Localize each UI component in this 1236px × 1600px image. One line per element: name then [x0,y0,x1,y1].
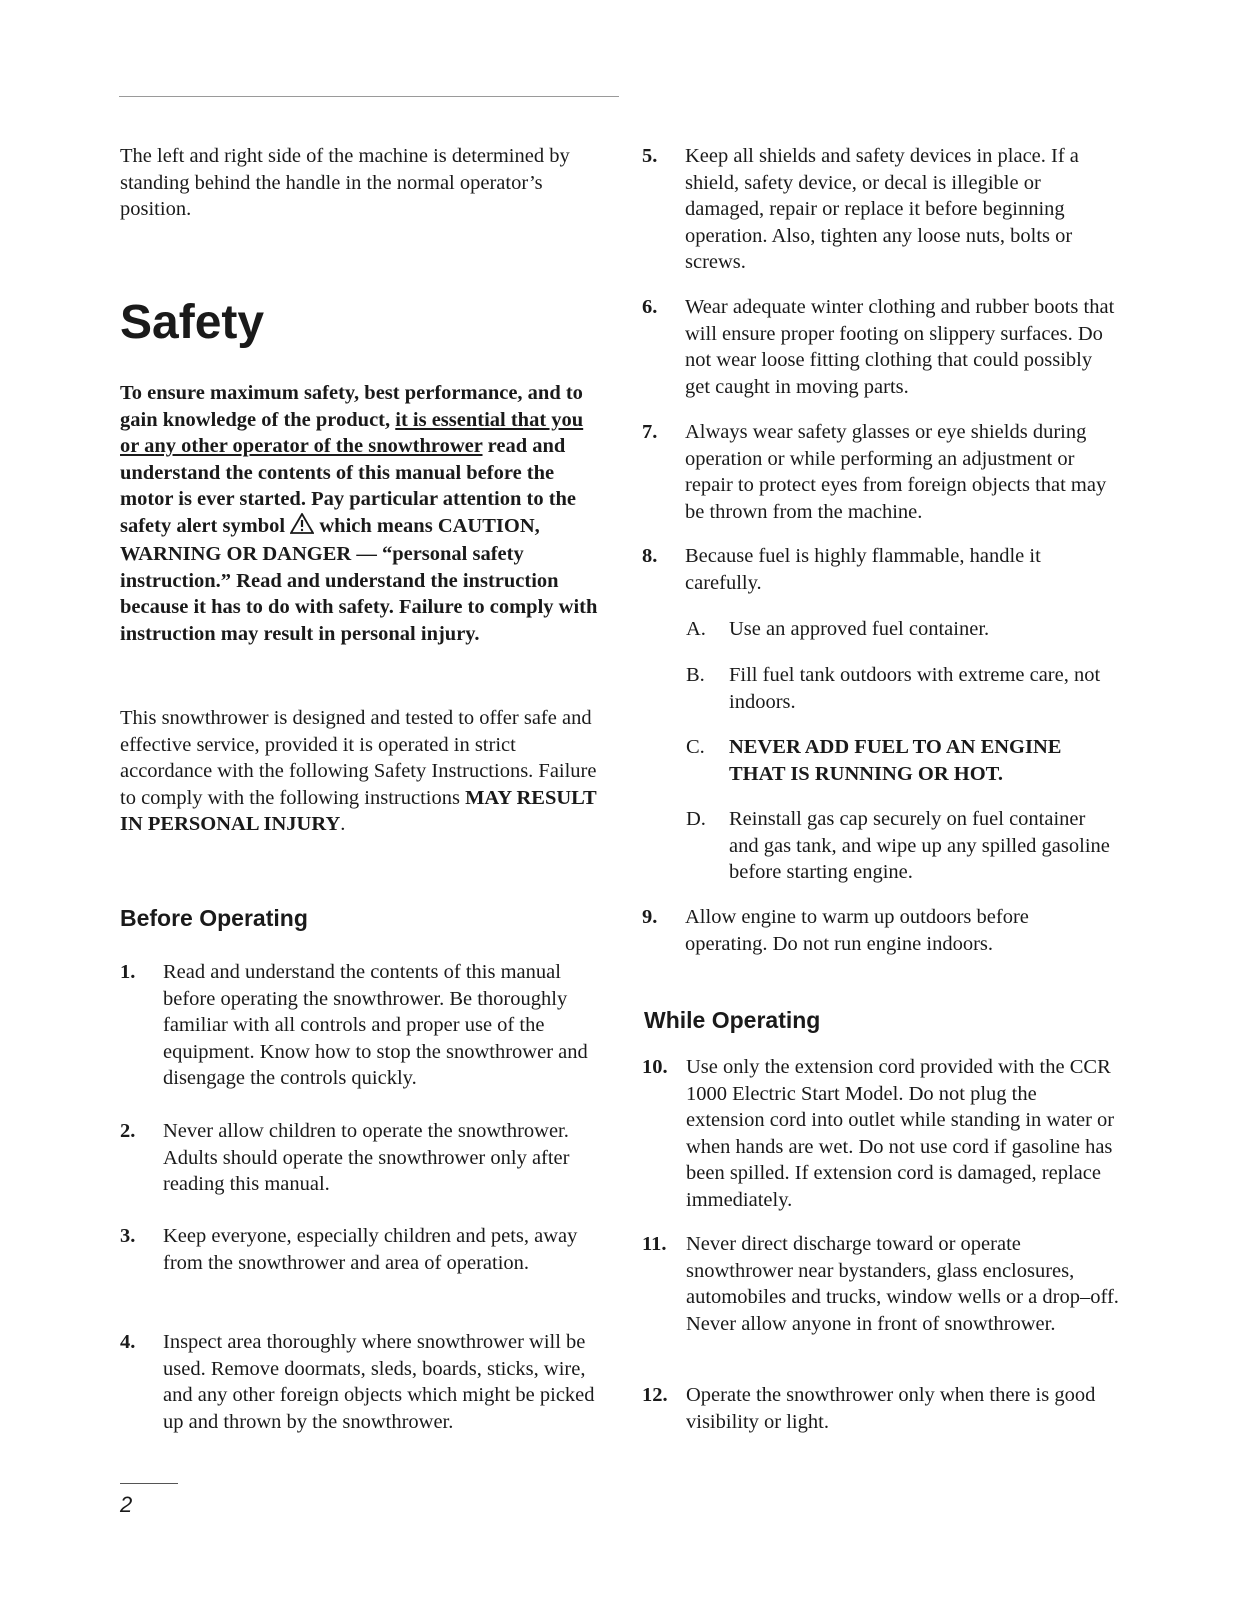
list-text: Never direct discharge toward or operate snowthrower near bystanders, glass enclosures, automobiles and trucks, window wells or a drop–off. Never allow anyone in front of snowthrower. [686,1233,1119,1335]
list-item [642,143,1120,276]
list-item [642,294,1120,400]
list-number: 6. [642,296,658,318]
fuel-subitem [686,662,1120,715]
list-item [642,904,1120,957]
subitem-letter: C. [686,736,705,758]
list-item [642,1054,1120,1213]
intro-underlined: it is essential that you or any other operator of the snowthrower [120,408,584,457]
fuel-subitem [686,734,1120,787]
list-number: 5. [642,145,658,167]
subitem-letter: B. [686,664,705,686]
list-text: Use only the extension cord provided with the CCR 1000 Electric Start Model. Do not plug the extension cord into outlet while standing in water or when hands are wet. Do not use cord if gasoline has been spilled. If extension cord is damaged, replace immediately. [686,1056,1115,1211]
safety-statement-text: This snowthrower is designed and tested to offer safe and effective service, provided it is operated in strict accordance with the following Safety Instructions. Failure to comply with the following instructions [120,707,597,809]
list-number: 10. [642,1056,668,1078]
list-text: Because fuel is highly flammable, handle it carefully. [685,545,1041,594]
intro-part2: read and understand the contents of this manual before the motor is ever started. Pay particular attention to the safety alert symbol [120,435,577,537]
list-number: 12. [642,1384,668,1406]
list-item [642,543,1120,596]
list-number: 1. [120,961,136,983]
list-text: Wear adequate winter clothing and rubber boots that will ensure proper footing on slippery surfaces. Do not wear loose fitting clothing that could possibly get caught in moving parts. [685,296,1115,398]
subitem-text: Fill fuel tank outdoors with extreme care, not indoors. [729,664,1101,713]
list-text: Always wear safety glasses or eye shields during operation or while performing an adjustment or repair to protect eyes from foreign objects that may be thrown from the machine. [685,421,1107,523]
list-item [120,959,600,1092]
list-item [120,1118,600,1198]
safety-intro-bold [120,380,600,647]
list-text: Inspect area thoroughly where snowthrower will be used. Remove doormats, sleds, boards, sticks, wire, and any other foreign objects which might be picked up and thrown by the snowthrower. [163,1331,595,1433]
list-item [642,1382,1120,1435]
subitem-text: Use an approved fuel container. [729,618,990,640]
list-number: 9. [642,906,658,928]
subitem-text: Reinstall gas cap securely on fuel container and gas tank, and wipe up any spilled gasoline before starting engine. [729,808,1110,883]
list-item [642,1231,1120,1337]
safety-alert-icon [290,513,314,542]
page-number: 2 [120,1492,133,1517]
footer-rule [120,1483,178,1484]
list-text: Keep all shields and safety devices in place. If a shield, safety device, or decal is illegible or damaged, repair or replace it before beginning operation. Also, tighten any loose nuts, bolts or screws. [685,145,1079,273]
list-text: Read and understand the contents of this manual before operating the snowthrower. Be thoroughly familiar with all controls and proper use of the equipment. Know how to stop the snowthrower and disengage the controls quickly. [163,961,588,1089]
subitem-text: NEVER ADD FUEL TO AN ENGINE THAT IS RUNNING OR HOT. [729,736,1062,785]
list-number: 11. [642,1233,667,1255]
list-text: Operate the snowthrower only when there is good visibility or light. [686,1384,1096,1433]
list-text: Keep everyone, especially children and pets, away from the snowthrower and area of operation. [163,1225,578,1274]
list-item [120,1223,600,1276]
list-number: 3. [120,1225,136,1247]
intro-part3: which means CAUTION, WARNING OR DANGER — “personal safety instruction.” Read and understand the instruction because it has to do with safety. Failure to comply with instruction may result in personal injury. [120,514,598,645]
list-number: 2. [120,1120,136,1142]
list-item [120,1329,600,1435]
safety-statement-end: . [340,813,346,835]
list-number: 7. [642,421,658,443]
safety-statement [120,705,600,838]
fuel-subitem [686,616,1120,643]
subitem-letter: A. [686,618,706,640]
safety-statement-bold: MAY RESULT IN PERSONAL INJURY [120,786,597,835]
intro-part1: To ensure maximum safety, best performance, and to gain knowledge of the product, [120,382,583,431]
page-title: Safety [120,296,265,349]
list-number: 4. [120,1331,136,1353]
list-text: Allow engine to warm up outdoors before operating. Do not run engine indoors. [685,906,1029,955]
side-determination-text: The left and right side of the machine is determined by standing behind the handle in the normal operator’s position. [120,145,570,220]
before-operating-heading: Before Operating [120,905,308,931]
while-operating-heading: While Operating [644,1007,821,1033]
list-item [642,419,1120,525]
list-text: Never allow children to operate the snowthrower. Adults should operate the snowthrower only after reading this manual. [163,1120,570,1195]
subitem-letter: D. [686,808,706,830]
list-number: 8. [642,545,658,567]
top-rule [119,96,619,97]
fuel-subitem [686,806,1120,886]
